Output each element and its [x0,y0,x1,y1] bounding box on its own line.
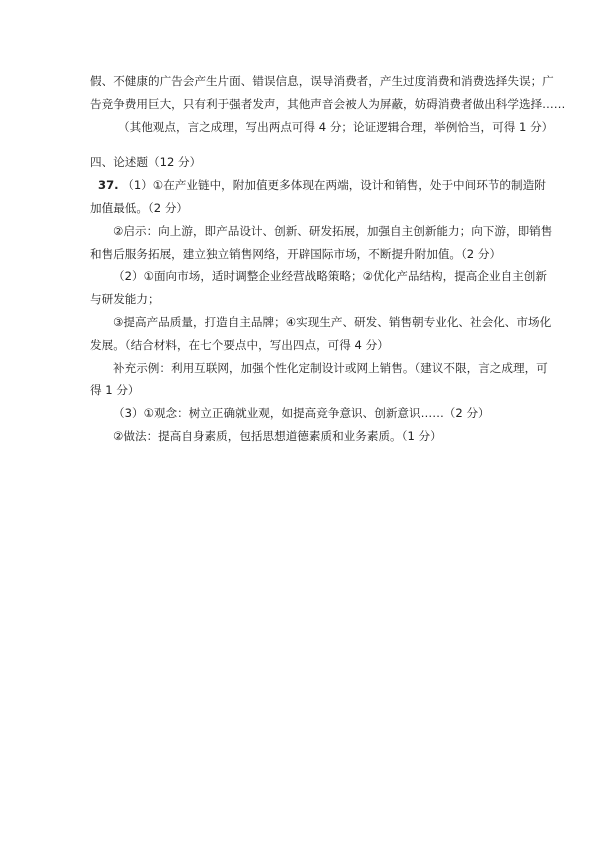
text-line: 和售后服务拓展，建立独立销售网络，开辟国际市场，不断提升附加值。（2 分） [90,246,502,261]
text-line: （1）①在产业链中，附加值更多体现在两端，设计和销售，处于中间环节的制造附 [122,178,546,193]
text-line: ②启示：向上游，即产品设计、创新、研发拓展，加强自主创新能力；向下游，即销售 [113,223,553,238]
text-line: 假、不健康的广告会产生片面、错误信息，误导消费者，产生过度消费和消费选择失误；广 [90,74,554,88]
text-line: （2）①面向市场，适时调整企业经营战略策略；②优化产品结构，提高企业自主创新 [113,269,547,284]
question-number: 37. [98,178,119,193]
question-37-line [90,174,546,197]
text-line: 加值最低。（2 分） [90,200,189,215]
text-line: 告竞争费用巨大，只有利于强者发声，其他声音会被人为屏蔽，妨碍消费者做出科学选择…… [90,96,566,111]
scoring-note: （其他观点，言之成理，写出两点可得 4 分；论证逻辑合理，举例恰当，可得 1 分） [118,119,554,134]
text-line: （3）①观念：树立正确就业观，如提高竞争意识、创新意识……（2 分） [113,406,490,421]
text-line: ②做法：提高自身素质，包括思想道德素质和业务素质。（1 分） [113,428,442,443]
text-line: 与研发能力； [90,292,160,307]
text-line: ③提高产品质量，打造自主品牌；④实现生产、研发、销售朝专业化、社会化、市场化 [113,314,552,329]
document-page [90,70,566,448]
section-heading: 四、论述题（12 分） [90,155,202,170]
text-line: 补充示例：利用互联网，加强个性化定制设计或网上销售。（建议不限，言之成理，可 [113,360,548,375]
text-line: 发展。（结合材料，在七个要点中，写出四点，可得 4 分） [90,337,389,352]
text-line: 得 1 分） [90,383,140,398]
